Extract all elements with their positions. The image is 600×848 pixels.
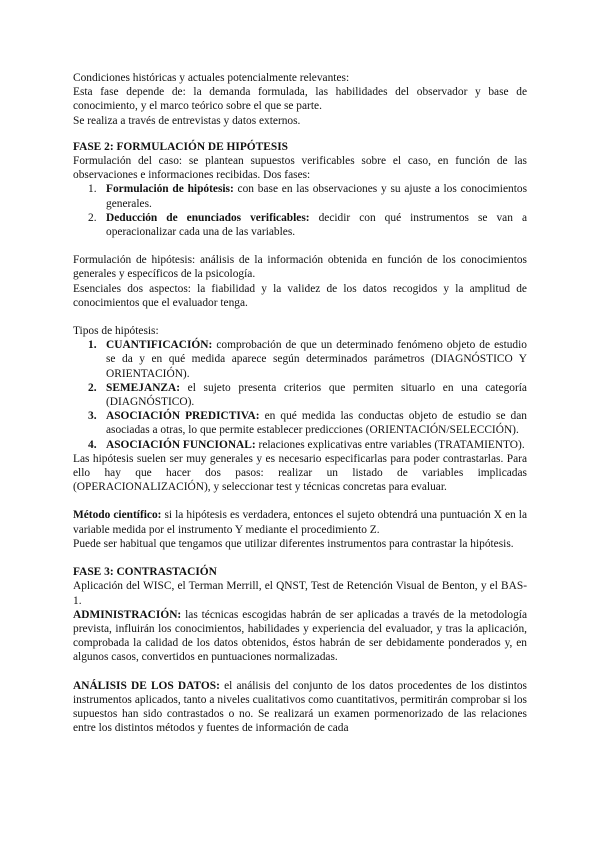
intro-paragraph: Esta fase depende de: la demanda formulada, las habilidades del observador y base de conocimiento, y el marco teórico sobre el que se parte. — [73, 86, 527, 113]
list-text: en qué medida las conductas objeto de estudio se dan asociadas a otras, lo que permite establecer predicciones (ORIENTACIÓN/SELECCIÓN). — [106, 410, 527, 437]
administracion-text: las técnicas escogidas habrán de ser aplicadas a través de la metodología prevista, influirán los conocimientos, habilidades y experiencia del evaluador, y tras la aplicación, comprobada la calidad de los datos obtenidos, éstos habrán de ser debidamente ponderados y, en algunos casos, convertidos en puntuaciones normalizadas. — [73, 608, 527, 664]
list-item — [73, 438, 527, 452]
formulacion-paragraph: Formulación de hipótesis: análisis de la información obtenida en función de los conocimientos generales y específicos de la psicología. — [73, 254, 527, 281]
analisis-text: el análisis del conjunto de los datos procedentes de los distintos instrumentos aplicados, tanto a niveles cualitativos como cuantitativos, permitirán comprobar si los supuestos han sido contrastados o no. Se realizará un examen pormenorizado de las relaciones entre los distintos métodos y fuentes de información de cada — [73, 679, 527, 735]
list-term: ASOCIACIÓN FUNCIONAL: — [106, 438, 256, 451]
list-number: 3. — [88, 410, 97, 423]
list-text: comprobación de que un determinado fenómeno objeto de estudio se da y en qué medida aparece según determinados parámetros (DIAGNÓSTICO Y ORIENTACIÓN). — [106, 339, 527, 380]
intro-line: Condiciones históricas y actuales potencialmente relevantes: — [73, 72, 350, 84]
analisis-paragraph — [73, 679, 527, 736]
list-number: 1. — [88, 183, 97, 196]
metodo-text: si la hipótesis es verdadera, entonces el sujeto obtendrá una puntuación X en la variable medida por el instrumento Y mediante el procedimiento Z. — [73, 509, 527, 536]
fase2-intro: Formulación del caso: se plantean supuestos verificables sobre el caso, en función de las observaciones e informaciones recibidas. Dos fases: — [73, 155, 527, 182]
metodo-paragraph — [73, 508, 527, 536]
administracion-paragraph — [73, 608, 527, 665]
list-term: SEMEJANZA: — [106, 381, 181, 394]
list-item — [73, 381, 527, 409]
analisis-term: ANÁLISIS DE LOS DATOS: — [73, 679, 220, 692]
list-number: 2. — [88, 211, 97, 224]
habitual-paragraph: Puede ser habitual que tengamos que utilizar diferentes instrumentos para contrastar la hipótesis. — [73, 537, 514, 550]
list-text: con base en las observaciones y su ajuste a los conocimientos generales. — [106, 183, 528, 210]
fase2-steps-list — [73, 182, 527, 239]
list-item — [73, 338, 527, 381]
list-text: relaciones explicativas entre variables (TRATAMIENTO). — [255, 438, 525, 451]
list-number: 4. — [88, 438, 97, 451]
list-term: CUANTIFICACIÓN: — [106, 339, 213, 352]
aplicacion-paragraph: Aplicación del WISC, el Terman Merrill, el QNST, Test de Retención Visual de Benton, y el BAS-1. — [73, 580, 527, 607]
list-text: el sujeto presenta criterios que permiten situarlo en una categoría (DIAGNÓSTICO). — [106, 381, 527, 409]
metodo-term: Método científico: — [73, 509, 162, 522]
list-term: Deducción de enunciados verificables: — [106, 211, 310, 224]
list-item — [73, 182, 527, 210]
generales-paragraph: Las hipótesis suelen ser muy generales y es necesario especificarlas para poder contrastarlas. Para ello hay que hacer dos pasos: realizar un listado de variables implicadas (OPERACIONALIZACIÓN), y seleccionar test y técnicas concretas para evaluar. — [73, 452, 527, 494]
administracion-term: ADMINISTRACIÓN: — [73, 608, 182, 621]
list-number: 2. — [88, 381, 97, 394]
list-term: ASOCIACIÓN PREDICTIVA: — [106, 410, 260, 423]
list-term: Formulación de hipótesis: — [106, 183, 234, 196]
tipos-label: Tipos de hipótesis: — [73, 325, 159, 338]
esenciales-paragraph: Esenciales dos aspectos: la fiabilidad y la validez de los datos recogidos y la amplitud de conocimientos que el evaluador tenga. — [73, 282, 527, 309]
hypothesis-types-list — [73, 338, 527, 452]
list-item — [73, 409, 527, 437]
list-number: 1. — [88, 339, 97, 352]
list-text: decidir con qué instrumentos se van a operacionalizar cada una de las variables. — [106, 211, 527, 239]
section-heading-fase3: FASE 3: CONTRASTACIÓN — [73, 566, 217, 579]
section-heading-fase2: FASE 2: FORMULACIÓN DE HIPÓTESIS — [73, 140, 288, 153]
list-item — [73, 211, 527, 239]
intro-line: Se realiza a través de entrevistas y datos externos. — [73, 114, 301, 127]
page-content — [73, 71, 527, 735]
